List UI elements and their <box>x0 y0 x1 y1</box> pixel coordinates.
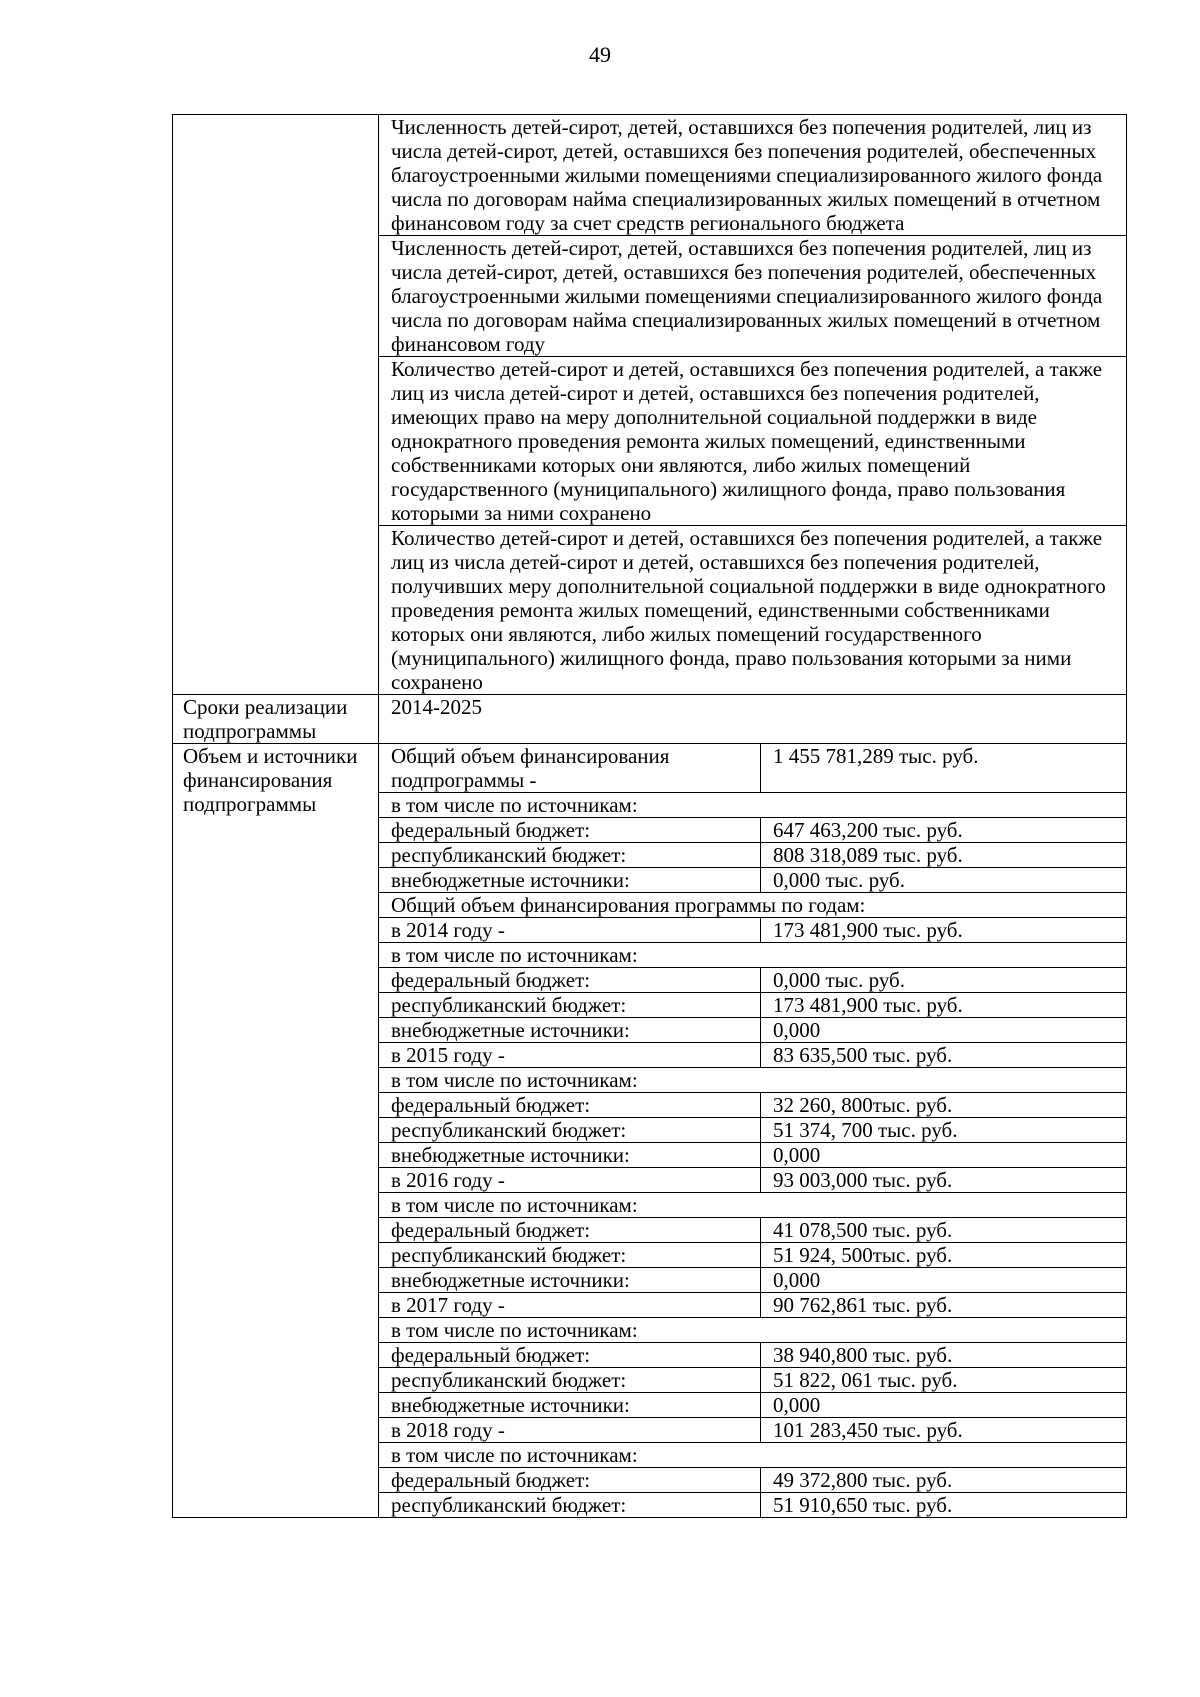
extra-label: внебюджетные источники: <box>379 1268 761 1293</box>
year-federal: 49 372,800 тыс. руб. <box>761 1468 1127 1493</box>
extra-label: внебюджетные источники: <box>379 1018 761 1043</box>
year-total: 90 762,861 тыс. руб. <box>761 1293 1127 1318</box>
year-label: в 2018 году - <box>379 1418 761 1443</box>
year-extra: 0,000 <box>761 1268 1127 1293</box>
by-sources-label: в том числе по источникам: <box>379 1318 1127 1343</box>
year-label: в 2016 году - <box>379 1168 761 1193</box>
federal-label: федеральный бюджет: <box>379 1343 761 1368</box>
republic-label: республиканский бюджет: <box>379 1493 761 1518</box>
republic-label: республиканский бюджет: <box>379 1118 761 1143</box>
extra-label: внебюджетные источники: <box>379 1393 761 1418</box>
year-federal: 38 940,800 тыс. руб. <box>761 1343 1127 1368</box>
by-sources-label: в том числе по источникам: <box>379 1193 1127 1218</box>
year-federal: 41 078,500 тыс. руб. <box>761 1218 1127 1243</box>
terms-value: 2014-2025 <box>379 695 1127 744</box>
indicators-cell <box>379 115 1127 695</box>
year-label: в 2017 году - <box>379 1293 761 1318</box>
federal-label: федеральный бюджет: <box>379 1218 761 1243</box>
finance-label: Объем и источники финансирования подпрограммы <box>173 744 379 1518</box>
federal-label: федеральный бюджет: <box>379 1468 761 1493</box>
by-sources-label: в том числе по источникам: <box>379 943 1127 968</box>
by-years-label: Общий объем финансирования программы по годам: <box>379 893 1127 918</box>
indicator-item: Количество детей-сирот и детей, оставшихся без попечения родителей, а также лиц из числа детей-сирот и детей, оставшихся без попечения родителей, получивших меру дополнительной социальной поддержки в виде однократного проведения ремонта жилых помещений, единственными собственниками которых они являются, либо жилых помещений государственного (муниципального) жилищного фонда, право пользования которыми за ними сохранено <box>379 525 1126 694</box>
extra-label: внебюджетные источники: <box>379 1143 761 1168</box>
by-sources-label: в том числе по источникам: <box>379 1443 1127 1468</box>
indicator-item: Численность детей-сирот, детей, оставшихся без попечения родителей, лиц из числа детей-сирот, детей, оставшихся без попечения родителей, обеспеченных благоустроенными жилыми помещениями специализированного жилого фонда числа по договорам найма специализированных жилых помещений в отчетном финансовом году за счет средств регионального бюджета <box>391 115 1103 235</box>
year-extra: 0,000 <box>761 1143 1127 1168</box>
extra-label: внебюджетные источники: <box>379 868 761 893</box>
republic-value: 808 318,089 тыс. руб. <box>761 843 1127 868</box>
year-republic: 51 374, 700 тыс. руб. <box>761 1118 1127 1143</box>
republic-label: республиканский бюджет: <box>379 1243 761 1268</box>
indicators-row <box>173 115 1127 695</box>
year-total: 83 635,500 тыс. руб. <box>761 1043 1127 1068</box>
year-republic: 51 924, 500тыс. руб. <box>761 1243 1127 1268</box>
year-label: в 2014 году - <box>379 918 761 943</box>
indicator-item: Численность детей-сирот, детей, оставшихся без попечения родителей, лиц из числа детей-сирот, детей, оставшихся без попечения родителей, обеспеченных благоустроенными жилыми помещениями специализированного жилого фонда числа по договорам найма специализированных жилых помещений в отчетном финансовом году <box>379 235 1126 356</box>
finance-total-label: Общий объем финансирования подпрограммы - <box>379 744 761 793</box>
finance-total-value: 1 455 781,289 тыс. руб. <box>761 744 1127 793</box>
federal-value: 647 463,200 тыс. руб. <box>761 818 1127 843</box>
terms-row <box>173 695 1127 744</box>
year-republic: 51 910,650 тыс. руб. <box>761 1493 1127 1518</box>
indicators-label-cell <box>173 115 379 695</box>
finance-total-row <box>173 744 1127 793</box>
year-extra: 0,000 <box>761 1018 1127 1043</box>
terms-label: Сроки реализации подпрограммы <box>173 695 379 744</box>
by-sources-label: в том числе по источникам: <box>379 793 1127 818</box>
year-federal: 32 260, 800тыс. руб. <box>761 1093 1127 1118</box>
year-republic: 173 481,900 тыс. руб. <box>761 993 1127 1018</box>
page-number: 49 <box>589 42 611 67</box>
federal-label: федеральный бюджет: <box>379 818 761 843</box>
republic-label: республиканский бюджет: <box>379 1368 761 1393</box>
year-federal: 0,000 тыс. руб. <box>761 968 1127 993</box>
year-total: 101 283,450 тыс. руб. <box>761 1418 1127 1443</box>
year-total: 93 003,000 тыс. руб. <box>761 1168 1127 1193</box>
by-sources-label: в том числе по источникам: <box>379 1068 1127 1093</box>
indicator-item: Количество детей-сирот и детей, оставшихся без попечения родителей, а также лиц из числа детей-сирот и детей, оставшихся без попечения родителей, имеющих право на меру дополнительной социальной поддержки в виде однократного проведения ремонта жилых помещений, единственными собственниками которых они являются, либо жилых помещений государственного (муниципального) жилищного фонда, право пользования которыми за ними сохранено <box>379 356 1126 525</box>
year-label: в 2015 году - <box>379 1043 761 1068</box>
year-republic: 51 822, 061 тыс. руб. <box>761 1368 1127 1393</box>
republic-label: республиканский бюджет: <box>379 993 761 1018</box>
federal-label: федеральный бюджет: <box>379 968 761 993</box>
year-extra: 0,000 <box>761 1393 1127 1418</box>
republic-label: республиканский бюджет: <box>379 843 761 868</box>
federal-label: федеральный бюджет: <box>379 1093 761 1118</box>
year-total: 173 481,900 тыс. руб. <box>761 918 1127 943</box>
extra-value: 0,000 тыс. руб. <box>761 868 1127 893</box>
subprogram-passport-table <box>172 114 1127 1518</box>
